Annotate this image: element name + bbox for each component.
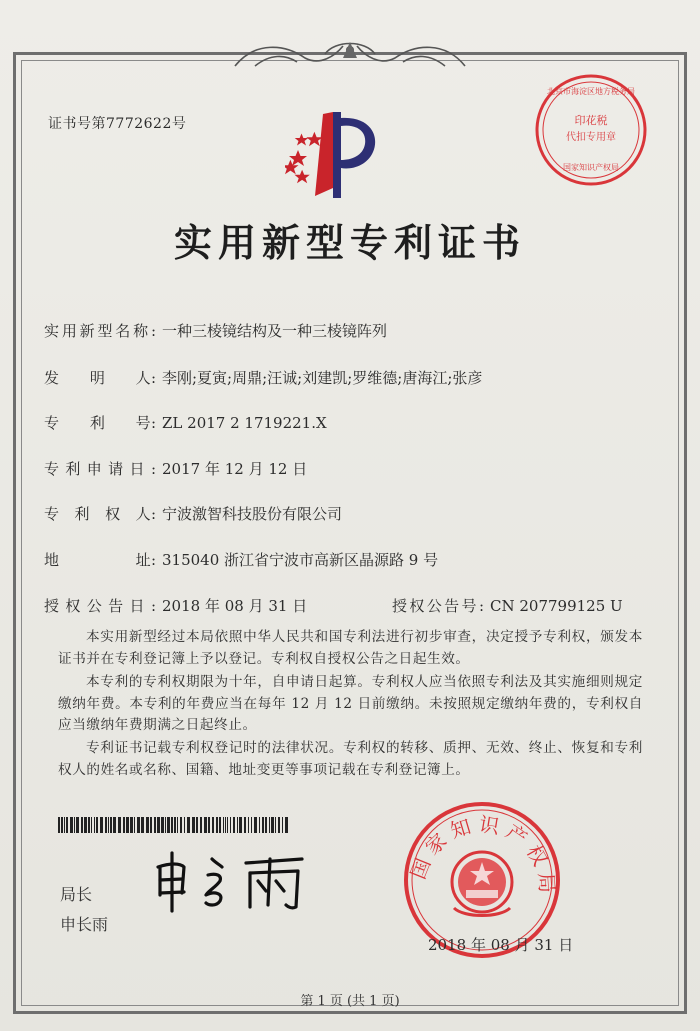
- label-utility-name: 实用新型名称:: [44, 322, 156, 340]
- barcode-bar: [61, 817, 63, 833]
- barcode-bar: [94, 817, 95, 833]
- barcode-bar: [262, 817, 264, 833]
- barcode-bar: [269, 817, 270, 833]
- value-patent-number: ZL 2017 2 1719221.X: [162, 414, 327, 432]
- value-filing-date: 2017 年 12 月 12 日: [162, 460, 308, 478]
- label-patent-number: 专 利 号:: [44, 414, 156, 432]
- barcode-bar: [227, 817, 228, 833]
- page-number: 第 1 页 (共 1 页): [300, 994, 400, 1009]
- seal-date: 2018 年 08 月 31 日: [428, 936, 574, 954]
- barcode-bar: [239, 817, 242, 833]
- barcode-bar: [110, 817, 112, 833]
- barcode-bar: [259, 817, 260, 833]
- barcode-bar: [216, 817, 218, 833]
- barcode-bar: [237, 817, 238, 833]
- field-filing-date: [44, 458, 307, 479]
- label-address: 地 址:: [44, 551, 156, 569]
- barcode-bar: [219, 817, 221, 833]
- barcode-bar: [196, 817, 198, 833]
- barcode-bar: [141, 817, 144, 833]
- barcode-bar: [230, 817, 231, 833]
- label-patentee: 专 利 权 人:: [44, 505, 156, 523]
- barcode-bar: [91, 817, 92, 833]
- barcode-bar: [157, 817, 160, 833]
- barcode-bar: [265, 817, 267, 833]
- field-utility-name: [44, 320, 387, 341]
- barcode-bar: [208, 817, 210, 833]
- svg-text:代扣专用章: 代扣专用章: [566, 132, 616, 143]
- barcode-bar: [134, 817, 135, 833]
- barcode-bar: [180, 817, 182, 833]
- barcode-bar: [233, 817, 235, 833]
- barcode-bar: [118, 817, 121, 833]
- barcode-bar: [64, 817, 65, 833]
- barcode-bar: [126, 817, 129, 833]
- barcode-bar: [108, 817, 109, 833]
- field-grant-number: [392, 595, 623, 616]
- value-patentee: 宁波激智科技股份有限公司: [162, 505, 343, 523]
- barcode-bar: [74, 817, 75, 833]
- barcode-bar: [66, 817, 68, 833]
- barcode-bar: [165, 817, 166, 833]
- barcode-bar: [84, 817, 87, 833]
- barcode-bar: [88, 817, 90, 833]
- director-name: 申长雨: [60, 915, 109, 934]
- director-signature: [150, 845, 320, 915]
- barcode-bar: [137, 817, 140, 833]
- value-address: 315040 浙江省宁波市高新区晶源路 9 号: [162, 551, 439, 569]
- label-grant-number: 授权公告号:: [392, 597, 484, 615]
- barcode-bar: [271, 817, 274, 833]
- certificate-title: 实用新型专利证书: [173, 220, 526, 265]
- value-grant-number: CN 207799125 U: [490, 597, 623, 615]
- barcode-bar: [244, 817, 246, 833]
- barcode-bar: [223, 817, 224, 833]
- barcode-bar: [200, 817, 202, 833]
- barcode-bar: [177, 817, 178, 833]
- barcode-bar: [105, 817, 107, 833]
- field-patent-number: [44, 412, 327, 433]
- barcode-bar: [187, 817, 190, 833]
- certificate-number: 证书号第7772622号: [48, 116, 187, 132]
- barcode-bar: [150, 817, 152, 833]
- svg-text:国家知识产权局: 国家知识产权局: [405, 811, 560, 900]
- barcode-bar: [167, 817, 170, 833]
- barcode-bar: [174, 817, 176, 833]
- value-utility-name: 一种三棱镜结构及一种三棱镜阵列: [162, 322, 388, 340]
- inner-border: [21, 60, 679, 1006]
- barcode-bar: [161, 817, 164, 833]
- barcode-bar: [204, 817, 207, 833]
- barcode-bar: [96, 817, 98, 833]
- barcode-bar: [76, 817, 79, 833]
- field-inventor: [44, 367, 482, 388]
- barcode-bar: [171, 817, 173, 833]
- barcode-bar: [58, 817, 60, 833]
- field-address: [44, 549, 438, 570]
- svg-text:北京市海淀区地方税务局: 北京市海淀区地方税务局: [547, 87, 635, 96]
- paragraph-3: 专利证书记载专利权登记时的法律状况。专利权的转移、质押、无效、终止、恢复和专利权人的姓名或名称、国籍、地址变更等事项记载在专利登记簿上。: [58, 740, 643, 778]
- barcode-bar: [254, 817, 257, 833]
- barcode-bar: [275, 817, 276, 833]
- barcode-bar: [123, 817, 125, 833]
- label-grant-date: 授权公告日:: [44, 597, 156, 615]
- value-grant-date: 2018 年 08 月 31 日: [162, 597, 308, 615]
- svg-text:印花税: 印花税: [574, 114, 608, 127]
- barcode-bar: [100, 817, 103, 833]
- paragraph-1: 本实用新型经过本局依照中华人民共和国专利法进行初步审查，决定授予专利权，颁发本证书并在专利登记簿上予以登记。专利权自授权公告之日起生效。: [58, 629, 643, 667]
- barcode-bar: [130, 817, 133, 833]
- barcode-bar: [278, 817, 280, 833]
- top-ornament: [225, 36, 475, 72]
- barcode-bar: [70, 817, 73, 833]
- barcode-bar: [212, 817, 214, 833]
- label-filing-date: 专利申请日:: [44, 460, 156, 478]
- value-inventor: 李刚;夏寅;周鼎;汪诚;刘建凯;罗维德;唐海江;张彦: [162, 369, 483, 387]
- barcode-bar: [282, 817, 283, 833]
- tax-stamp: [533, 72, 649, 188]
- barcode-bar: [285, 817, 288, 833]
- barcode-bar: [225, 817, 226, 833]
- barcode-bar: [146, 817, 149, 833]
- director-title: 局长: [60, 885, 93, 904]
- barcode-bar: [113, 817, 116, 833]
- patent-office-logo: [285, 108, 385, 200]
- svg-text:国家知识产权局: 国家知识产权局: [563, 163, 619, 172]
- field-grant-date: [44, 595, 307, 616]
- barcode-bar: [251, 817, 252, 833]
- barcode-bar: [154, 817, 156, 833]
- label-inventor: 发 明 人:: [44, 369, 156, 387]
- field-patentee: [44, 503, 342, 524]
- barcode-bar: [248, 817, 249, 833]
- barcode: [58, 817, 288, 833]
- barcode-bar: [184, 817, 185, 833]
- barcode-bar: [81, 817, 83, 833]
- paragraph-2: 本专利的专利权期限为十年，自申请日起算。专利权人应当依照专利法及其实施细则规定缴纳年费。本专利的年费应当在每年 12 月 12 日前缴纳。未按照规定缴纳年费的，专利权自应当缴纳年费期满之日起终止。: [58, 674, 643, 734]
- barcode-bar: [192, 817, 195, 833]
